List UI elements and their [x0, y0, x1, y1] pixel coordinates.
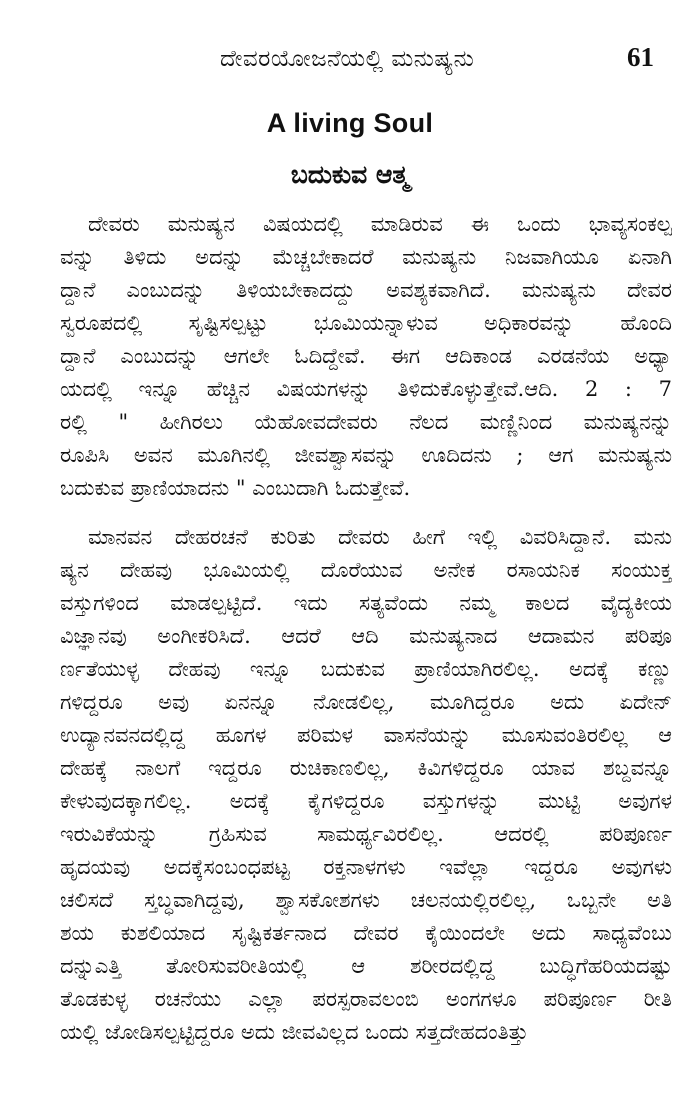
paragraph-2 — [60, 521, 672, 1049]
paragraph-1 — [60, 208, 672, 505]
text-line: ರೂಪಿಸಿ ಅವನ ಮೂಗಿನಲ್ಲಿ ಜೀವಶ್ವಾಸವನ್ನು ಊದಿದನು ; ಆಗ ಮನುಷ್ಯನು — [60, 443, 672, 467]
text-line: ರ್ಣತೆಯುಳ್ಳ ದೇಹವು ಇನ್ನೂ ಬದುಕುವ ಪ್ರಾಣಿಯಾಗಿರಲಿಲ್ಲ. ಅದಕ್ಕೆ ಕಣ್ಣು — [60, 657, 672, 681]
text-line: ರಲ್ಲಿ " ಹೀಗಿರಲು ಯೆಹೋವದೇವರು ನೆಲದ ಮಣ್ಣಿನಿಂದ ಮನುಷ್ಯನನ್ನು — [60, 410, 672, 434]
text-line: ಷ್ಯನ ದೇಹವು ಭೂಮಿಯಲ್ಲಿ ದೊರೆಯುವ ಅನೇಕ ರಸಾಯನಿಕ ಸಂಯುಕ್ತ — [60, 558, 672, 582]
text-line: ಹೃದಯವು ಅದಕ್ಕೆಸಂಬಂಧಪಟ್ಟ ರಕ್ತನಾಳಗಳು ಇವೆಲ್ಲಾ ಇದ್ದರೂ ಅವುಗಳು — [60, 855, 672, 879]
text-line: ಗಳಿದ್ದರೂ ಅವು ಏನನ್ನೂ ನೋಡಲಿಲ್ಲ, ಮೂಗಿದ್ದರೂ ಅದು ಏದೇನ್ — [60, 690, 672, 714]
running-header — [60, 42, 660, 82]
text-line: ಮಾನವನ ದೇಹರಚನೆ ಕುರಿತು ದೇವರು ಹೀಗೆ ಇಲ್ಲಿ ವಿವರಿಸಿದ್ದಾನೆ. ಮನು — [88, 525, 672, 549]
text-line: ಸ್ವರೂಪದಲ್ಲಿ ಸೃಷ್ಟಿಸಲ್ಪಟ್ಟು ಭೂಮಿಯನ್ನಾಳುವ ಅಧಿಕಾರವನ್ನು ಹೊಂದಿ — [60, 311, 672, 335]
text-line: ವನ್ನು ತಿಳಿದು ಅದನ್ನು ಮೆಚ್ಚಬೇಕಾದರೆ ಮನುಷ್ಯನು ನಿಜವಾಗಿಯೂ ಏನಾಗಿ — [60, 245, 672, 269]
text-line: ಯದಲ್ಲಿ ಇನ್ನೂ ಹೆಚ್ಚಿನ ವಿಷಯಗಳನ್ನು ತಿಳಿದುಕೊಳ್ಳುತ್ತೇವೆ.ಆದಿ. 2 : 7 — [60, 377, 672, 401]
text-line: ತೊಡಕುಳ್ಳ ರಚನೆಯು ಎಲ್ಲಾ ಪರಸ್ಪರಾವಲಂಬಿ ಅಂಗಗಳೂ ಪರಿಪೂರ್ಣ ರೀತಿ — [60, 987, 672, 1011]
text-line: ಉದ್ಯಾನವನದಲ್ಲಿದ್ದ ಹೂಗಳ ಪರಿಮಳ ವಾಸನೆಯನ್ನು ಮೂಸುವಂತಿರಲಿಲ್ಲ ಆ — [60, 723, 672, 747]
text-line: ದೇಹಕ್ಕೆ ನಾಲಗೆ ಇದ್ದರೂ ರುಚಿಕಾಣಲಿಲ್ಲ, ಕಿವಿಗಳಿದ್ದರೂ ಯಾವ ಶಬ್ದವನ್ನೂ — [60, 756, 672, 780]
text-line: ದೇವರು ಮನುಷ್ಯನ ವಿಷಯದಲ್ಲಿ ಮಾಡಿರುವ ಈ ಒಂದು ಭಾವ್ಯಸಂಕಲ್ಪ — [88, 212, 672, 236]
section-title-kannada: ಬದುಕುವ ಆತ್ಮ — [290, 160, 410, 189]
text-line: ಬದುಕುವ ಪ್ರಾಣಿಯಾದನು " ಎಂಬುದಾಗಿ ಓದುತ್ತೇವೆ. — [60, 476, 411, 500]
text-line: ಕೇಳುವುದಕ್ಕಾಗಲಿಲ್ಲ. ಅದಕ್ಕೆ ಕೈಗಳಿದ್ದರೂ ವಸ್ತುಗಳನ್ನು ಮುಟ್ಟಿ ಅವುಗಳ — [60, 789, 672, 813]
text-line: ದ್ದಾನೆ ಎಂಬುದನ್ನು ಆಗಲೇ ಓದಿದ್ದೇವೆ. ಈಗ ಆದಿಕಾಂಡ ಎರಡನೆಯ ಅಧ್ಯಾ — [60, 344, 672, 368]
running-title: ದೇವರಯೋಜನೆಯಲ್ಲಿ ಮನುಷ್ಯನು — [220, 46, 475, 72]
section-title-english: A living Soul — [266, 108, 434, 138]
text-line: ಚಲಿಸದೆ ಸ್ತಬ್ಧವಾಗಿದ್ದವು, ಶ್ವಾಸಕೋಶಗಳು ಚಲನಯಲ್ಲಿರಲಿಲ್ಲ, ಒಬ್ಬನೇ ಅತಿ — [60, 888, 672, 912]
text-line: ಶಯ ಕುಶಲಿಯಾದ ಸೃಷ್ಟಿಕರ್ತನಾದ ದೇವರ ಕೈಯಿಂದಲೇ ಅದು ಸಾಧ್ಯವೆಂಬು — [60, 921, 672, 945]
text-line: ದನ್ನುಎತ್ತಿ ತೋರಿಸುವರೀತಿಯಲ್ಲಿ ಆ ಶರೀರದಲ್ಲಿದ್ದ ಬುದ್ಧಿಗೆಹರಿಯದಷ್ಟು — [60, 954, 672, 978]
text-line: ಇರುವಿಕೆಯನ್ನು ಗ್ರಹಿಸುವ ಸಾಮರ್ಥ್ಯವಿರಲಿಲ್ಲ. ಆದರಲ್ಲಿ ಪರಿಪೂರ್ಣ — [60, 822, 672, 846]
text-line: ದ್ದಾನೆ ಎಂಬುದನ್ನು ತಿಳಿಯಬೇಕಾದದ್ದು ಅವಶ್ಯಕವಾಗಿದೆ. ಮನುಷ್ಯನು ದೇವರ — [60, 278, 672, 302]
body-text — [60, 208, 672, 1049]
paragraph-spacer — [60, 505, 672, 521]
text-line: ಯಲ್ಲಿ ಜೋಡಿಸಲ್ಪಟ್ಟಿದ್ದರೂ ಅದು ಜೀವವಿಲ್ಲದ ಒಂದು ಸತ್ತದೇಹದಂತಿತ್ತು — [60, 1020, 529, 1044]
text-line: ವಸ್ತುಗಳಿಂದ ಮಾಡಲ್ಪಟ್ಟಿದೆ. ಇದು ಸತ್ಯವೆಂದು ನಮ್ಮ ಕಾಲದ ವೈದ್ಯಕೀಯ — [60, 591, 672, 615]
page-number: 61 — [627, 42, 654, 72]
text-line: ವಿಜ್ಞಾನವು ಅಂಗೀಕರಿಸಿದೆ. ಆದರೆ ಆದಿ ಮನುಷ್ಯನಾದ ಆದಾಮನ ಪರಿಪೂ — [60, 624, 672, 648]
